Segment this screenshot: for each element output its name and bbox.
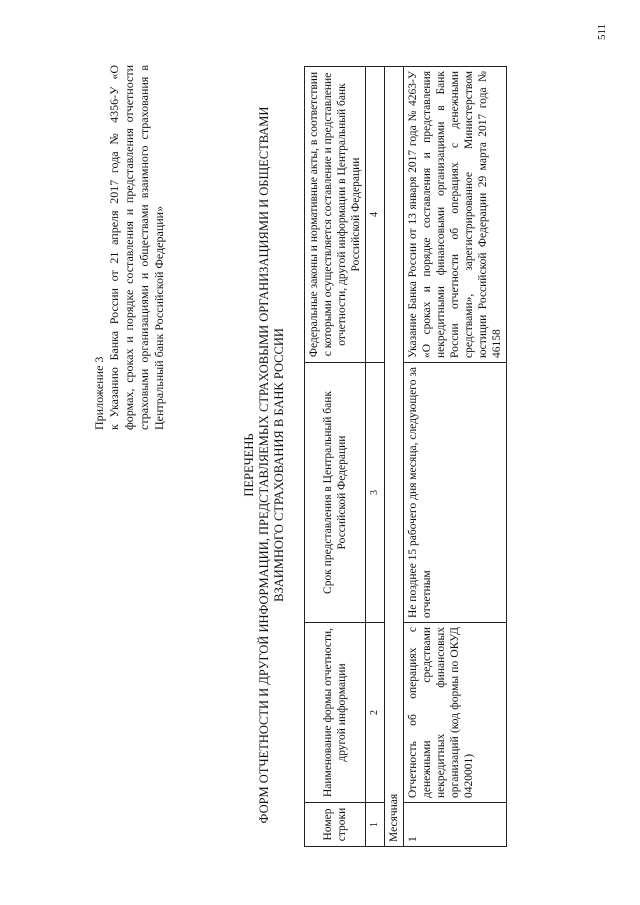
column-number: 1 — [366, 803, 385, 847]
row-number: 1 — [404, 803, 507, 847]
appendix-text: к Указанию Банка России от 21 апреля 2017 года № 4356-У «О формах, сроках и порядке составления и представления отчетности страховыми организациями и обществами взаимного страхования в Центральный банк Российской Федерации» — [107, 65, 166, 430]
row-form-name: Отчетность об операциях с денежными средствами некредитных финансовых организаций (код формы по ОКУД 0420001) — [404, 623, 507, 803]
header-row-number: Номер строки — [305, 803, 366, 847]
table-row — [404, 67, 507, 847]
header-deadline: Срок представления в Центральный банк Российской Федерации — [305, 363, 366, 623]
appendix-title: Приложение 3 — [92, 356, 106, 430]
column-number: 3 — [366, 363, 385, 623]
document-title-line1: ПЕРЕЧЕНЬ — [242, 433, 256, 497]
section-label: Месячная — [385, 67, 404, 847]
table-header-row — [305, 67, 366, 847]
header-legal-acts: Федеральные законы и нормативные акты, в соответствии с которыми осуществляется составление и представление отчетности, другой информации в Центральный банк Российской Федерации — [305, 67, 366, 363]
appendix-block — [92, 65, 167, 430]
section-row — [385, 67, 404, 847]
column-number: 2 — [366, 623, 385, 803]
page-number: 511 — [596, 23, 608, 40]
forms-table — [304, 66, 507, 847]
rotated-page-content — [92, 55, 612, 875]
header-form-name: Наименование формы отчетности, другой информации — [305, 623, 366, 803]
row-deadline: Не позднее 15 рабочего дня месяца, следующего за отчетным — [404, 363, 507, 623]
document-title — [242, 95, 287, 835]
document-title-line2: ФОРМ ОТЧЕТНОСТИ И ДРУГОЙ ИНФОРМАЦИИ, ПРЕДСТАВЛЯЕМЫХ СТРАХОВЫМИ ОРГАНИЗАЦИЯМИ И ОБЩЕСТВАМИ ВЗАИМНОГО СТРАХОВАНИЯ В БАНК РОССИИ — [257, 106, 286, 824]
column-number-row — [366, 67, 385, 847]
row-legal-acts: Указание Банка России от 13 января 2017 года № 4263-У «О сроках и порядке составления и представления некредитными финансовыми организациями в Банк России отчетности об операциях с денежными средствами», зарегистрированное Министерством юстиции Российской Федерации 29 марта 2017 года № 46158 — [404, 67, 507, 363]
column-number: 4 — [366, 67, 385, 363]
